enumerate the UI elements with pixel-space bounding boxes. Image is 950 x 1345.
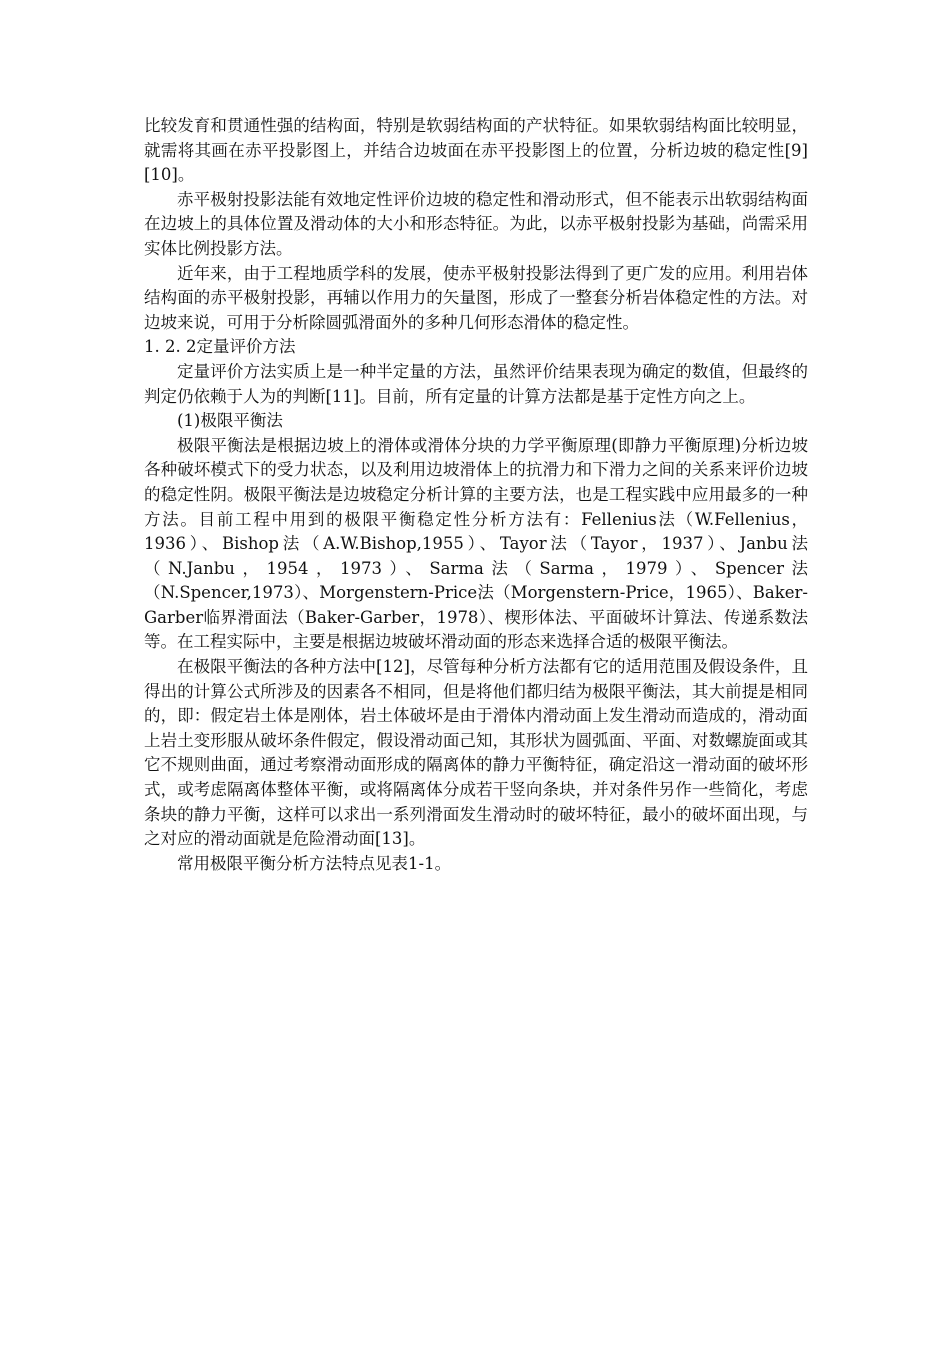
subheading-limit-equilibrium: (1)极限平衡法: [177, 411, 283, 431]
paragraph-limit-equilibrium-methods: 极限平衡法是根据边坡上的滑体或滑体分块的力学平衡原理(即静力平衡原理)分析边坡各种破坏模式下的受力状态，以及利用边坡滑体上的抗滑力和下滑力之间的关系来评价边坡的稳定性阴。极限平衡法是边坡稳定分析计算的主要方法，也是工程实践中应用最多的一种方法。目前工程中用到的极限平衡稳定性分析方法有：Fellenius法（W.Fellenius，1936）、Bishop法（A.W.Bishop,1955）、Tayor法（Tayor，1937）、Janbu法（N.Janbu，1954，1973）、Sarma法（Sarma，1979）、Spencer法（N.Spencer,1973）、Morgenstern-Price法（Morgenstern-Price，1965）、Baker-Garber临界滑面法（Baker-Garber，1978）、楔形体法、平面破坏计算法、传递系数法等。在工程实际中，主要是根据边坡破坏滑动面的形态来选择合适的极限平衡法。: [144, 435, 808, 652]
paragraph-stereographic-limits: 赤平极射投影法能有效地定性评价边坡的稳定性和滑动形式，但不能表示出软弱结构面在边坡上的具体位置及滑动体的大小和形态特征。为此，以赤平极射投影为基础，尚需采用实体比例投影方法。: [144, 189, 808, 258]
paragraph-stereographic-development: 近年来，由于工程地质学科的发展，使赤平极射投影法得到了更广发的应用。利用岩体结构面的赤平极射投影，再辅以作用力的矢量图，形成了一整套分析岩体稳定性的方法。对边坡来说，可用于分析除圆弧滑面外的多种几何形态滑体的稳定性。: [144, 263, 808, 332]
paragraph-stereographic-intro: 比较发育和贯通性强的结构面，特别是软弱结构面的产状特征。如果软弱结构面比较明显，就需将其画在赤平投影图上，并结合边坡面在赤平投影图上的位置，分析边坡的稳定性[9] [10]。: [144, 116, 808, 185]
paragraph-quantitative-description: 定量评价方法实质上是一种半定量的方法，虽然评价结果表现为确定的数值，但最终的判定仍依赖于人为的判断[11]。目前，所有定量的计算方法都是基于定性方向之上。: [144, 361, 808, 406]
paragraph-table-reference: 常用极限平衡分析方法特点见表1-1。: [177, 853, 452, 873]
document-body: [144, 114, 808, 876]
section-heading-quantitative-methods: 1. 2. 2定量评价方法: [144, 337, 296, 357]
paragraph-limit-equilibrium-assumptions: 在极限平衡法的各种方法中[12]，尽管每种分析方法都有它的适用范围及假设条件，且得出的计算公式所涉及的因素各不相同，但是将他们都归结为极限平衡法，其大前提是相同的，即：假定岩土体是刚体，岩土体破坏是由于滑体内滑动面上发生滑动而造成的，滑动面上岩土变形服从破坏条件假定，假设滑动面己知，其形状为圆弧面、平面、对数螺旋面或其它不规则曲面，通过考察滑动面形成的隔离体的静力平衡特征，确定沿这一滑动面的破坏形式，或考虑隔离体整体平衡，或将隔离体分成若干竖向条块，并对条件另作一些简化，考虑条块的静力平衡，这样可以求出一系列滑面发生滑动时的破坏特征，最小的破坏面出现，与之对应的滑动面就是危险滑动面[13]。: [144, 657, 808, 849]
